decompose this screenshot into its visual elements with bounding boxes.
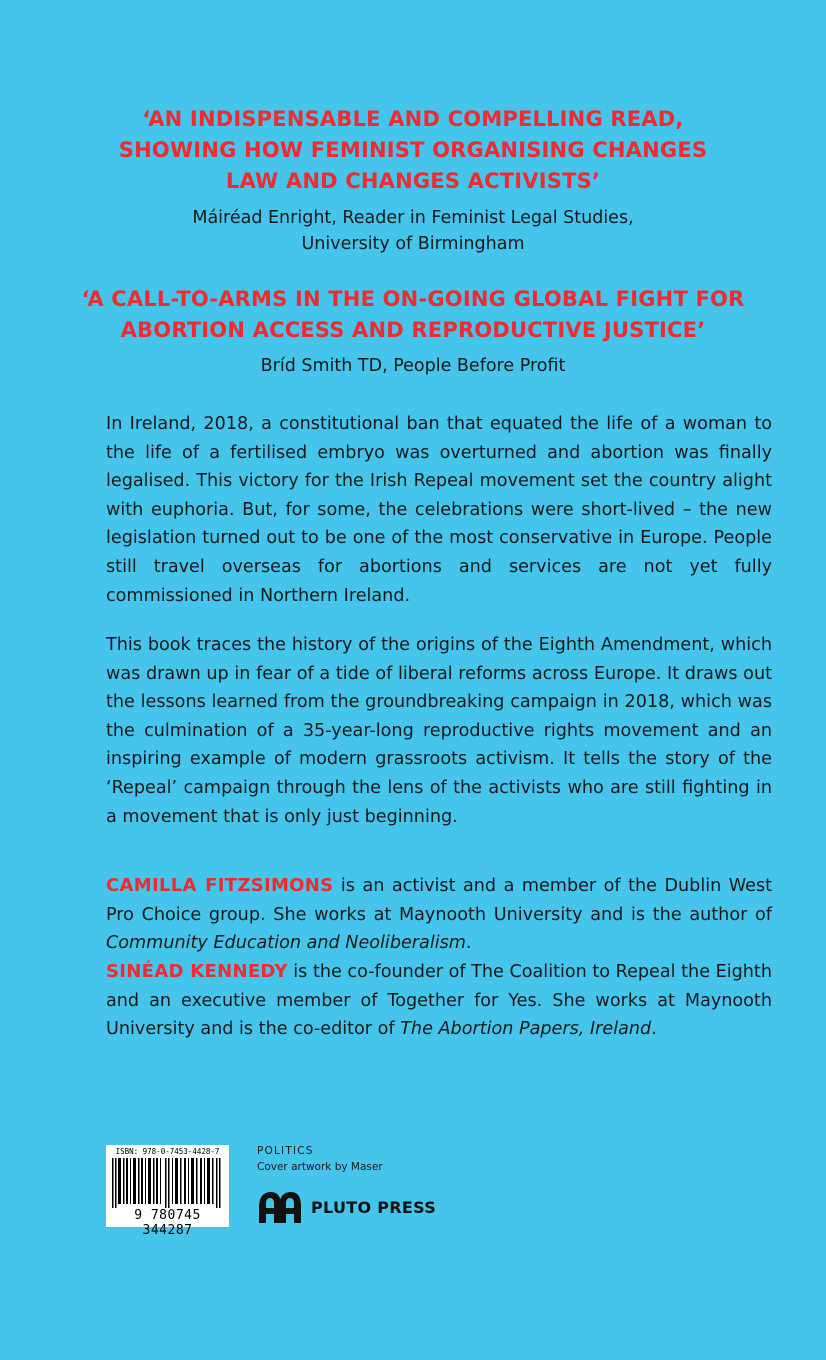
publisher-logo (257, 1189, 436, 1225)
author-bio-2 (106, 958, 772, 1044)
quote-1-attribution-line-1: Máiréad Enright, Reader in Feminist Legal Studies, (192, 208, 634, 228)
category-label: POLITICS (257, 1145, 314, 1157)
author-bio-2-text: is the co-founder of The Coalition to Repeal the Eighth and an executive member of Together for Yes. She works at Maynooth University and is the co-editor of (106, 962, 772, 1040)
publisher-name: PLUTO PRESS (311, 1197, 437, 1217)
author-bio-1-book: Community Education and Neoliberalism (106, 933, 466, 954)
quote-1-line-3: LAW AND CHANGES ACTIVISTS’ (225, 169, 601, 193)
author-name-1: CAMILLA FITZSIMONS (106, 875, 334, 896)
author-bio-2-book: The Abortion Papers, Ireland (400, 1019, 652, 1040)
quote-2 (0, 284, 826, 346)
quote-1 (0, 104, 826, 197)
quote-1-attribution (0, 205, 826, 257)
quote-2-line-1: ‘A CALL-TO-ARMS IN THE ON-GOING GLOBAL FIGHT FOR (81, 287, 745, 311)
author-name-2: SINÉAD KENNEDY (106, 961, 288, 982)
pluto-press-logo-icon (257, 1190, 303, 1224)
quote-2-attribution (0, 353, 826, 379)
quote-2-line-2: ABORTION ACCESS AND REPRODUCTIVE JUSTICE’ (120, 318, 706, 342)
quote-2-attribution-line-1: Bríd Smith TD, People Before Profit (260, 356, 566, 376)
quote-1-line-1: ‘AN INDISPENSABLE AND COMPELLING READ, (142, 107, 684, 131)
author-bio-1-text: is an activist and a member of the Dublin West Pro Choice group. She works at Maynooth University and is the author of (106, 876, 773, 925)
quote-1-attribution-line-2: University of Birmingham (301, 234, 525, 254)
blurb-paragraph-2: This book traces the history of the origins of the Eighth Amendment, which was drawn up in fear of a tide of liberal reforms across Europe. It draws out the lessons learned from the groundbreaking campaign in 2018, which was the culmination of a 35-year-long reproductive rights movement and an inspiring example of modern grassroots activism. It tells the story of the ‘Repeal’ campaign through the lens of the activists who are still fighting in a movement that is only just beginning. (106, 635, 772, 827)
blurb-paragraph-1: In Ireland, 2018, a constitutional ban that equated the life of a woman to the life of a fertilised embryo was overturned and abortion was finally legalised. This victory for the Irish Repeal movement set the country alight with euphoria. But, for some, the celebrations were short-lived – the new legislation turned out to be one of the most conservative in Europe. People still travel overseas for abortions and services are not yet fully commissioned in Northern Ireland. (106, 414, 772, 606)
author-bio-2-end: . (651, 1019, 657, 1040)
artwork-credit: Cover artwork by Maser (257, 1161, 383, 1173)
barcode-bars-icon (112, 1158, 223, 1208)
author-bio-1 (106, 872, 772, 958)
author-bio-1-end: . (465, 933, 472, 954)
barcode-digits: 9 780745 344287 (134, 1208, 201, 1238)
barcode (106, 1145, 229, 1238)
isbn-label: ISBN: 978-0-7453-4428-7 (115, 1147, 220, 1156)
quote-1-line-2: SHOWING HOW FEMINIST ORGANISING CHANGES (118, 138, 708, 162)
